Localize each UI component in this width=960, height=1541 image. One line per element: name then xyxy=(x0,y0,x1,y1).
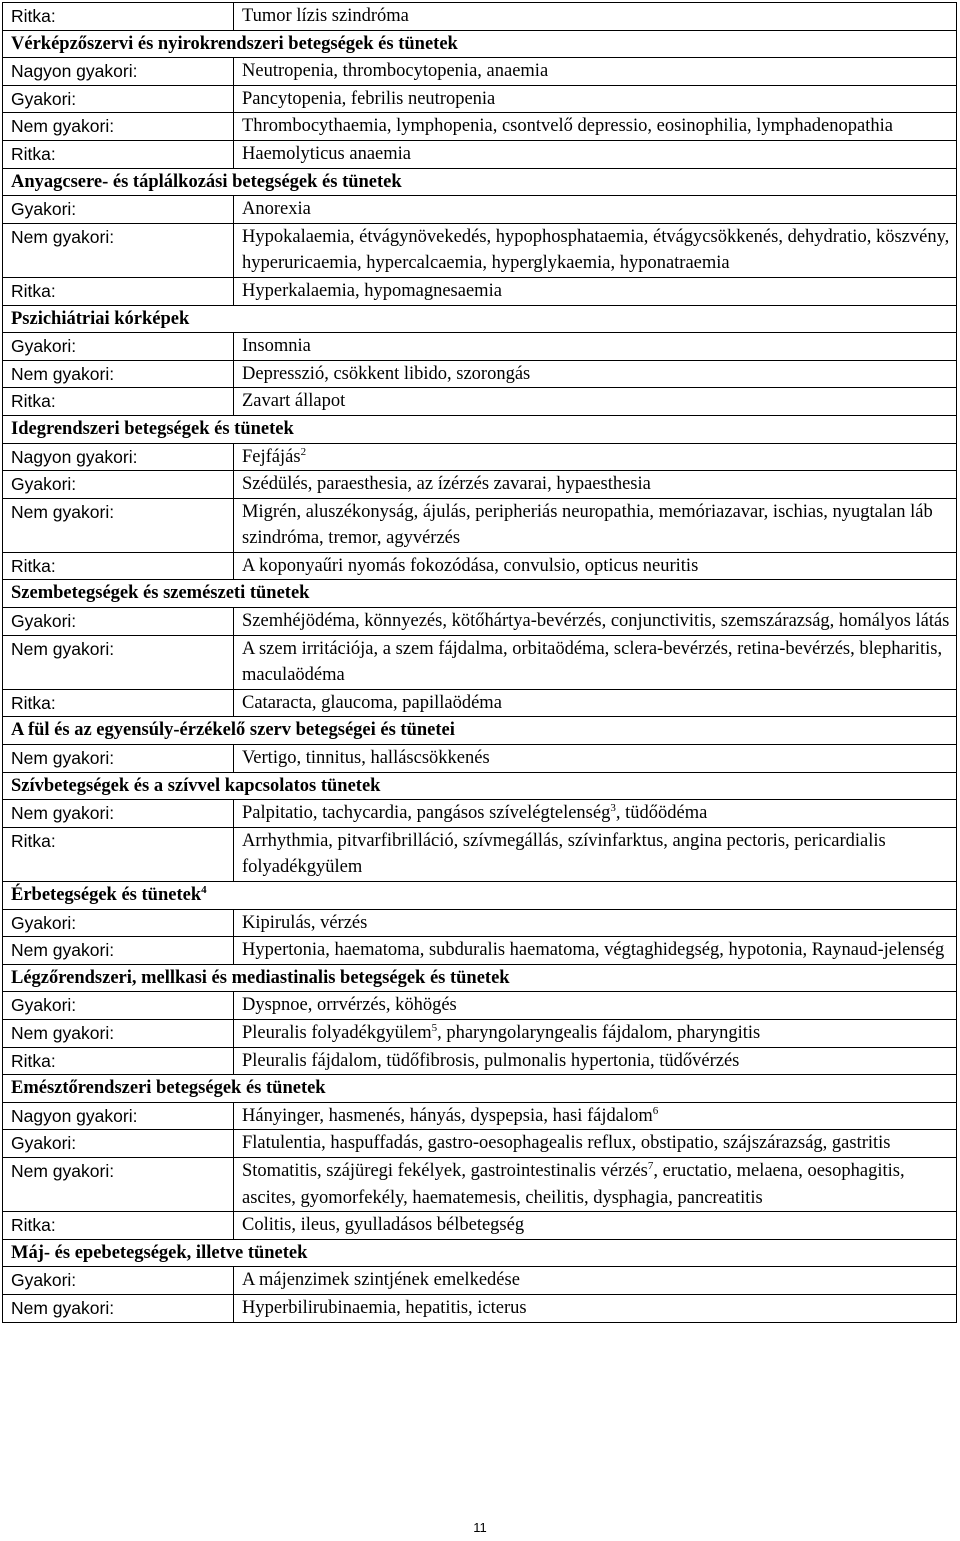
effect-description xyxy=(234,1102,957,1130)
footnote-marker: 5 xyxy=(431,1021,438,1034)
effect-description xyxy=(234,388,957,416)
category-heading xyxy=(3,1239,957,1267)
frequency-label: Nem gyakori: xyxy=(3,223,234,277)
footnote-marker: 2 xyxy=(300,445,307,458)
table-row xyxy=(3,498,957,552)
category-row xyxy=(3,168,957,196)
table-row xyxy=(3,333,957,361)
category-row xyxy=(3,1239,957,1267)
effect-text: Vertigo, tinnitus, halláscsökkenés xyxy=(242,748,490,769)
effect-text: Hyperbilirubinaemia, hepatitis, icterus xyxy=(242,1297,527,1318)
effect-text: Colitis, ileus, gyulladásos bélbetegség xyxy=(242,1215,525,1236)
table-row xyxy=(3,58,957,86)
category-row xyxy=(3,717,957,745)
effect-text-continued: , pharyngolaryngealis fájdalom, pharyngitis xyxy=(437,1022,761,1043)
frequency-label: Gyakori: xyxy=(3,992,234,1020)
table-row xyxy=(3,635,957,689)
category-row xyxy=(3,1075,957,1103)
effect-text: Migrén, aluszékonyság, ájulás, peripheriás neuropathia, memóriazavar, ischias, nyugtalan láb szindróma, tremor, agyvérzés xyxy=(242,501,933,549)
frequency-label: Nem gyakori: xyxy=(3,360,234,388)
effect-description xyxy=(234,1294,957,1322)
frequency-label: Gyakori: xyxy=(3,196,234,224)
effect-text: Anorexia xyxy=(242,199,311,220)
effect-text: Zavart állapot xyxy=(242,391,346,412)
table-row xyxy=(3,223,957,277)
frequency-label: Nem gyakori: xyxy=(3,745,234,773)
frequency-label: Ritka: xyxy=(3,140,234,168)
effect-description xyxy=(234,223,957,277)
category-label: Érbetegségek és tünetek xyxy=(11,885,202,905)
footnote-marker: 7 xyxy=(647,1159,654,1172)
frequency-label: Ritka: xyxy=(3,388,234,416)
footnote-marker: 6 xyxy=(652,1104,659,1117)
category-row xyxy=(3,30,957,58)
effect-text: Hányinger, hasmenés, hányás, dyspepsia, hasi fájdalom xyxy=(242,1105,653,1126)
frequency-label: Gyakori: xyxy=(3,608,234,636)
table-row xyxy=(3,443,957,471)
category-label: Idegrendszeri betegségek és tünetek xyxy=(11,418,294,439)
category-heading xyxy=(3,1075,957,1103)
table-row xyxy=(3,277,957,305)
table-row xyxy=(3,360,957,388)
table-row xyxy=(3,85,957,113)
effect-description xyxy=(234,909,957,937)
table-row xyxy=(3,992,957,1020)
table-row xyxy=(3,1267,957,1295)
effect-description xyxy=(234,1267,957,1295)
category-label: Szembetegségek és szemészeti tünetek xyxy=(11,583,310,604)
category-heading xyxy=(3,964,957,992)
effect-description xyxy=(234,992,957,1020)
effect-text: A koponyaűri nyomás fokozódása, convulsio, opticus neuritis xyxy=(242,555,699,576)
category-heading xyxy=(3,415,957,443)
effect-text: A májenzimek szintjének emelkedése xyxy=(242,1270,520,1291)
effect-text: Hyperkalaemia, hypomagnesaemia xyxy=(242,280,502,301)
table-row xyxy=(3,471,957,499)
frequency-label: Gyakori: xyxy=(3,471,234,499)
effect-description xyxy=(234,745,957,773)
table-row xyxy=(3,745,957,773)
effect-description xyxy=(234,937,957,965)
effect-text: Pancytopenia, febrilis neutropenia xyxy=(242,88,496,109)
frequency-label: Ritka: xyxy=(3,3,234,31)
effect-text: Neutropenia, thrombocytopenia, anaemia xyxy=(242,61,549,82)
effect-text: Pleuralis folyadékgyülem xyxy=(242,1022,432,1043)
frequency-label: Ritka: xyxy=(3,277,234,305)
category-label: Emésztőrendszeri betegségek és tünetek xyxy=(11,1078,326,1099)
category-label: Máj- és epebetegségek, illetve tünetek xyxy=(11,1242,308,1263)
frequency-label: Nagyon gyakori: xyxy=(3,443,234,471)
frequency-label: Nem gyakori: xyxy=(3,937,234,965)
effect-description xyxy=(234,635,957,689)
effect-description xyxy=(234,1130,957,1158)
frequency-label: Ritka: xyxy=(3,1047,234,1075)
category-heading xyxy=(3,30,957,58)
table-row xyxy=(3,113,957,141)
page-number: 11 xyxy=(473,1520,487,1535)
table-row xyxy=(3,909,957,937)
effect-description xyxy=(234,85,957,113)
effect-text: Thrombocythaemia, lymphopenia, csontvelő depressio, eosinophilia, lymphadenopathia xyxy=(242,116,893,137)
frequency-label: Gyakori: xyxy=(3,1130,234,1158)
effect-text: A szem irritációja, a szem fájdalma, orbitaödéma, sclera-bevérzés, retina-bevérzés, blepharitis, maculaödéma xyxy=(242,638,943,686)
effect-description xyxy=(234,140,957,168)
footnote-marker: 4 xyxy=(201,884,207,896)
category-label: Szívbetegségek és a szívvel kapcsolatos tünetek xyxy=(11,775,381,796)
frequency-label: Ritka: xyxy=(3,689,234,717)
effect-text: Tumor lízis szindróma xyxy=(242,6,409,26)
effect-text: Arrhythmia, pitvarfibrilláció, szívmegállás, szívinfarktus, angina pectoris, pericardialis folyadékgyülem xyxy=(242,830,886,878)
category-label: Vérképzőszervi és nyirokrendszeri betegségek és tünetek xyxy=(11,33,458,54)
effect-text: Flatulentia, haspuffadás, gastro-oesophagealis reflux, obstipatio, szájszárazság, gastritis xyxy=(242,1133,891,1154)
table-row xyxy=(3,689,957,717)
effect-text: Depresszió, csökkent libido, szorongás xyxy=(242,363,531,384)
table-row xyxy=(3,1019,957,1047)
frequency-label: Nem gyakori: xyxy=(3,113,234,141)
table-row xyxy=(3,140,957,168)
category-row xyxy=(3,882,957,910)
table-row xyxy=(3,196,957,224)
frequency-label: Nagyon gyakori: xyxy=(3,1102,234,1130)
frequency-label: Nagyon gyakori: xyxy=(3,58,234,86)
effect-text: Szemhéjödéma, könnyezés, kötőhártya-bevérzés, conjunctivitis, szemszárazság, homályos látás xyxy=(242,611,950,632)
frequency-label: Ritka: xyxy=(3,1212,234,1240)
effect-description xyxy=(234,1019,957,1047)
category-label: Anyagcsere- és táplálkozási betegségek és tünetek xyxy=(11,171,402,192)
table-body xyxy=(3,3,957,1323)
effect-text: Palpitatio, tachycardia, pangásos szívelégtelenség xyxy=(242,803,611,824)
effect-text: Hypertonia, haematoma, subduralis haematoma, végtaghidegség, hypotonia, Raynaud-jelenség xyxy=(242,940,945,961)
frequency-label: Gyakori: xyxy=(3,85,234,113)
frequency-label: Nem gyakori: xyxy=(3,1019,234,1047)
footnote-marker: 3 xyxy=(610,802,616,815)
effect-text: Insomnia xyxy=(242,336,311,357)
effect-description xyxy=(234,360,957,388)
category-row xyxy=(3,772,957,800)
category-heading xyxy=(3,305,957,333)
effect-text: Kipirulás, vérzés xyxy=(242,912,368,933)
frequency-label: Gyakori: xyxy=(3,1267,234,1295)
table-row xyxy=(3,937,957,965)
effect-text-continued: , eructatio, melaena, oesophagitis, ascites, gyomorfekély, haematemesis, cheilitis, dysphagia, pancreatitis xyxy=(242,1160,905,1208)
table-row xyxy=(3,552,957,580)
effect-description xyxy=(234,58,957,86)
table-row xyxy=(3,608,957,636)
effect-description xyxy=(234,443,957,471)
table-row xyxy=(3,1130,957,1158)
frequency-label: Nem gyakori: xyxy=(3,498,234,552)
effect-text-continued: , tüdőödéma xyxy=(615,803,708,824)
adverse-effects-table xyxy=(2,2,957,1323)
effect-text: Szédülés, paraesthesia, az ízérzés zavarai, hypaesthesia xyxy=(242,474,651,495)
category-label: Légzőrendszeri, mellkasi és mediastinalis betegségek és tünetek xyxy=(11,967,510,988)
frequency-label: Ritka: xyxy=(3,552,234,580)
table-row xyxy=(3,827,957,881)
effect-description xyxy=(234,689,957,717)
table-row xyxy=(3,1294,957,1322)
table-row xyxy=(3,388,957,416)
effect-text: Hypokalaemia, étvágynövekedés, hypophosphataemia, étvágycsökkenés, dehydratio, köszvény, hyperuricaemia, hypercalcaemia, hyperglykaemia, hyponatraemia xyxy=(242,226,950,274)
category-row xyxy=(3,580,957,608)
effect-text: Dyspnoe, orrvérzés, köhögés xyxy=(242,995,457,1016)
effect-description xyxy=(234,608,957,636)
frequency-label: Gyakori: xyxy=(3,333,234,361)
effect-text: Stomatitis, szájüregi fekélyek, gastrointestinalis vérzés xyxy=(242,1160,648,1181)
category-row xyxy=(3,964,957,992)
effect-text: Pleuralis fájdalom, tüdőfibrosis, pulmonalis hypertonia, tüdővérzés xyxy=(242,1050,740,1071)
frequency-label: Nem gyakori: xyxy=(3,1294,234,1322)
effect-description xyxy=(234,498,957,552)
table-row xyxy=(3,1047,957,1075)
frequency-label: Gyakori: xyxy=(3,909,234,937)
effect-description xyxy=(234,333,957,361)
effect-description xyxy=(234,800,957,828)
table-row xyxy=(3,800,957,828)
effect-text: Cataracta, glaucoma, papillaödéma xyxy=(242,692,502,713)
category-heading xyxy=(3,717,957,745)
table-row xyxy=(3,1102,957,1130)
category-heading xyxy=(3,882,957,910)
category-heading xyxy=(3,580,957,608)
category-label: A fül és az egyensúly-érzékelő szerv betegségei és tünetei xyxy=(11,720,455,741)
effect-description xyxy=(234,1212,957,1240)
effect-description xyxy=(234,827,957,881)
table-row xyxy=(3,3,957,31)
frequency-label: Ritka: xyxy=(3,827,234,881)
effect-description xyxy=(234,196,957,224)
category-row xyxy=(3,305,957,333)
effect-description xyxy=(234,277,957,305)
effect-description xyxy=(234,113,957,141)
table-row xyxy=(3,1157,957,1211)
frequency-label: Nem gyakori: xyxy=(3,635,234,689)
category-label: Pszichiátriai kórképek xyxy=(11,308,190,329)
category-row xyxy=(3,415,957,443)
effect-description xyxy=(234,3,957,31)
effect-description xyxy=(234,1157,957,1211)
category-heading xyxy=(3,772,957,800)
effect-text: Haemolyticus anaemia xyxy=(242,143,412,164)
effect-description xyxy=(234,1047,957,1075)
category-heading xyxy=(3,168,957,196)
frequency-label: Nem gyakori: xyxy=(3,1157,234,1211)
frequency-label: Nem gyakori: xyxy=(3,800,234,828)
effect-text: Fejfájás xyxy=(242,446,301,467)
effect-description xyxy=(234,552,957,580)
effect-description xyxy=(234,471,957,499)
table-row xyxy=(3,1212,957,1240)
